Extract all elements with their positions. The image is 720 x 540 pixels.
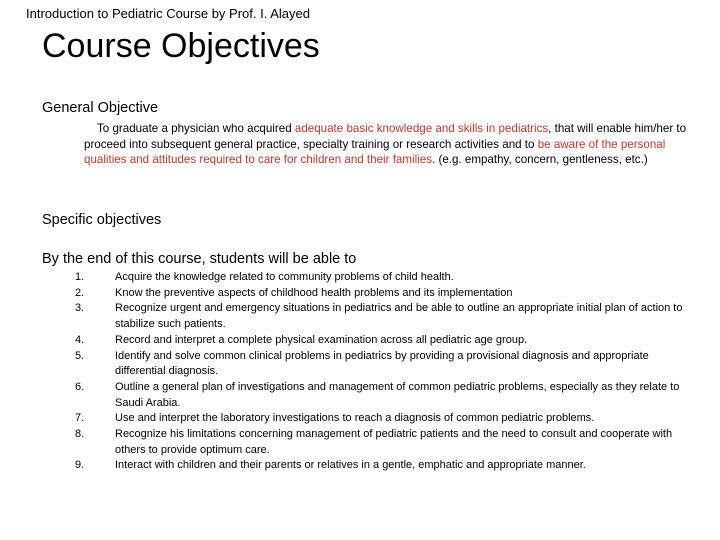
list-item-text: Know the preventive aspects of childhood health problems and its implementation (115, 286, 513, 299)
list-item-text: Recognize his limitations concerning management of pediatric patients and the need to consult and cooperate with others to provide optimum care. (115, 428, 673, 456)
specific-objectives-intro: By the end of this course, students will be able to (42, 251, 357, 267)
general-text-part-1: To graduate a physician who acquired (97, 122, 295, 135)
list-item (72, 270, 692, 286)
general-highlight-1: adequate basic knowledge and skills in pediatrics (294, 122, 549, 135)
general-objective-heading: General Objective (42, 100, 159, 116)
list-item-number: 7. (75, 412, 85, 425)
list-item (72, 333, 692, 349)
list-item-text: Use and interpret the laboratory investigations to reach a diagnosis of common pediatric problems. (115, 412, 595, 425)
list-item (72, 286, 692, 302)
list-item (72, 349, 692, 380)
list-item-number: 1. (75, 271, 85, 283)
list-item (72, 301, 692, 332)
general-highlight-2: be aware of the personal qualities and attitudes required to care for children and their families (84, 137, 666, 166)
list-item (72, 458, 692, 474)
objectives-list (72, 270, 692, 474)
list-item-text: Outline a general plan of investigations and management of common pediatric problems, especially as they relate to Saudi Arabia. (115, 380, 680, 409)
list-item-number: 6. (75, 380, 85, 393)
list-item (72, 427, 692, 458)
list-item (72, 411, 692, 427)
list-item-text: Recognize urgent and emergency situations in pediatrics and be able to outline an appropriate initial plan of action to stabilize such patients. (115, 302, 683, 331)
list-item-text: Record and interpret a complete physical examination across all pediatric age group. (115, 333, 528, 346)
general-text-part-3: . (e.g. empathy, concern, gentleness, etc.) (432, 153, 648, 166)
page-title: Course Objectives (42, 27, 320, 65)
list-item-number: 2. (75, 286, 85, 299)
list-item (72, 380, 692, 411)
specific-objectives-heading: Specific objectives (42, 212, 162, 228)
general-objective-text (84, 121, 694, 168)
list-item-number: 9. (75, 459, 85, 472)
list-item-number: 8. (75, 428, 85, 441)
list-item-text: Interact with children and their parents or relatives in a gentle, emphatic and appropriate manner. (115, 459, 586, 472)
general-text-part-2: , that will enable him/her to proceed into subsequent general practice, specialty training or research activities and to (84, 122, 687, 151)
list-item-text: Identify and solve common clinical problems in pediatrics by providing a provisional diagnosis and appropriate differential diagnosis. (115, 349, 649, 378)
header-caption: Introduction to Pediatric Course by Prof. I. Alayed (26, 6, 310, 21)
list-item-number: 3. (75, 302, 85, 315)
list-item-number: 4. (75, 333, 85, 346)
list-item-number: 5. (75, 349, 85, 362)
list-item-text: Acquire the knowledge related to community problems of child health. (115, 271, 454, 283)
